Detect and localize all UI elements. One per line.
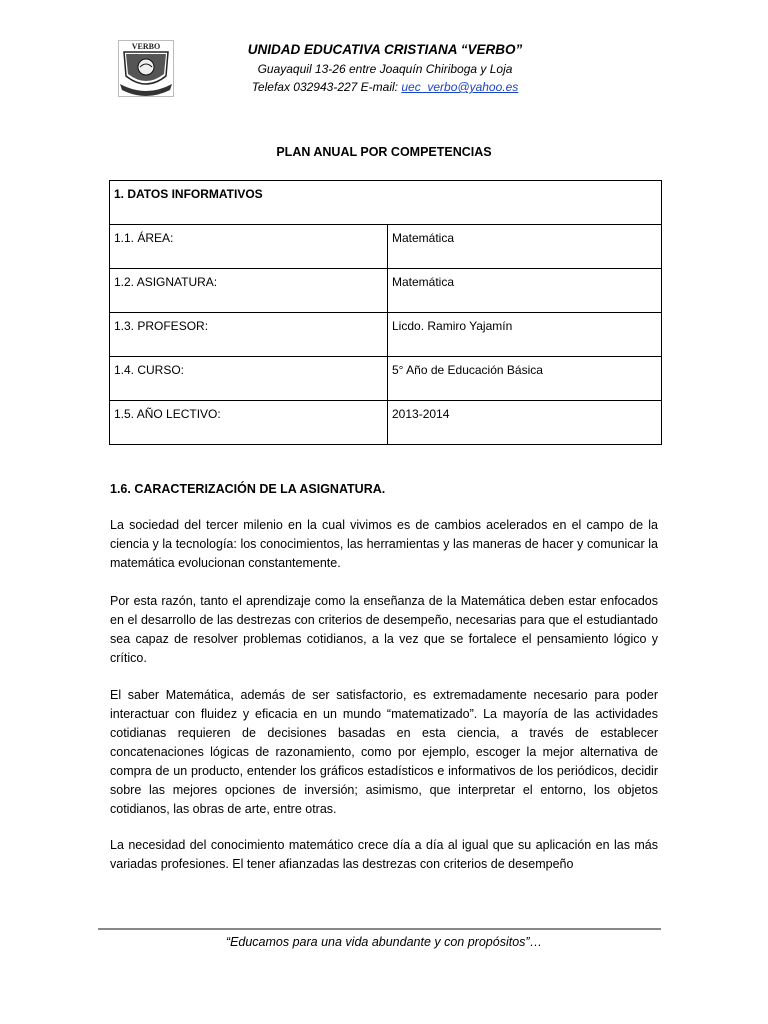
info-label: 1.2. ASIGNATURA: — [110, 269, 388, 313]
info-label: 1.1. ÁREA: — [110, 225, 388, 269]
info-table — [109, 180, 662, 445]
section-title: 1.6. CARACTERIZACIÓN DE LA ASIGNATURA. — [110, 482, 386, 496]
table-row — [110, 401, 662, 445]
table-row — [110, 225, 662, 269]
table-row — [110, 313, 662, 357]
info-label: 1.5. AÑO LECTIVO: — [110, 401, 388, 445]
logo-text: VERBO — [131, 42, 161, 51]
school-logo — [118, 40, 174, 97]
info-value: Matemática — [388, 269, 662, 313]
email-link[interactable]: uec_verbo@yahoo.es — [401, 80, 519, 94]
institution-address: Guayaquil 13-26 entre Joaquín Chiriboga y Loja — [257, 62, 513, 76]
institution-contact — [200, 80, 570, 94]
footer-motto: “Educamos para una vida abundante y con propósitos”… — [225, 935, 543, 949]
table-row — [110, 357, 662, 401]
info-label: 1.3. PROFESOR: — [110, 313, 388, 357]
info-value: 2013-2014 — [388, 401, 662, 445]
paragraph: Por esta razón, tanto el aprendizaje como la enseñanza de la Matemática deben estar enfocados en el desarrollo de las destrezas con criterios de desempeño, necesarias para que el estudiantado sea capaz de resolver problemas cotidianos, a la vez que se fortalece el pensamiento lógico y crítico. — [110, 594, 658, 665]
paragraph: La necesidad del conocimiento matemático crece día a día al igual que su aplicación en las más variadas profesiones. El tener afianzadas las destrezas con criterios de desempeño — [110, 838, 658, 871]
info-table-heading-row — [110, 181, 662, 225]
table-row — [110, 269, 662, 313]
info-value: Matemática — [388, 225, 662, 269]
paragraph: El saber Matemática, además de ser satisfactorio, es extremadamente necesario para poder interactuar con fluidez y eficacia en un mundo “matematizado”. La mayoría de las actividades cotidianas requieren de decisiones basadas en esta ciencia, a través de establecer concatenaciones lógicas de razonamiento, como por ejemplo, escoger la mejor alternativa de compra de un producto, entender los gráficos estadísticos e informativos de los periódicos, decidir sobre las mejores opciones de inversión; asimismo, que interpretar el entorno, los objetos cotidianos, las obras de arte, entre otras. — [110, 688, 658, 816]
paragraph: La sociedad del tercer milenio en la cual vivimos es de cambios acelerados en el campo de la ciencia y la tecnología: los conocimientos, las herramientas y las maneras de hacer y comunicar la matemática evolucionan constantemente. — [110, 518, 658, 570]
institution-name: UNIDAD EDUCATIVA CRISTIANA “VERBO” — [247, 42, 523, 57]
footer-divider — [98, 928, 661, 930]
info-value: 5° Año de Educación Básica — [388, 357, 662, 401]
info-table-heading: 1. DATOS INFORMATIVOS — [110, 181, 662, 225]
info-label: 1.4. CURSO: — [110, 357, 388, 401]
contact-prefix: Telefax 032943-227 E-mail: — [251, 80, 402, 94]
document-title: PLAN ANUAL POR COMPETENCIAS — [276, 145, 492, 159]
info-value: Licdo. Ramiro Yajamín — [388, 313, 662, 357]
